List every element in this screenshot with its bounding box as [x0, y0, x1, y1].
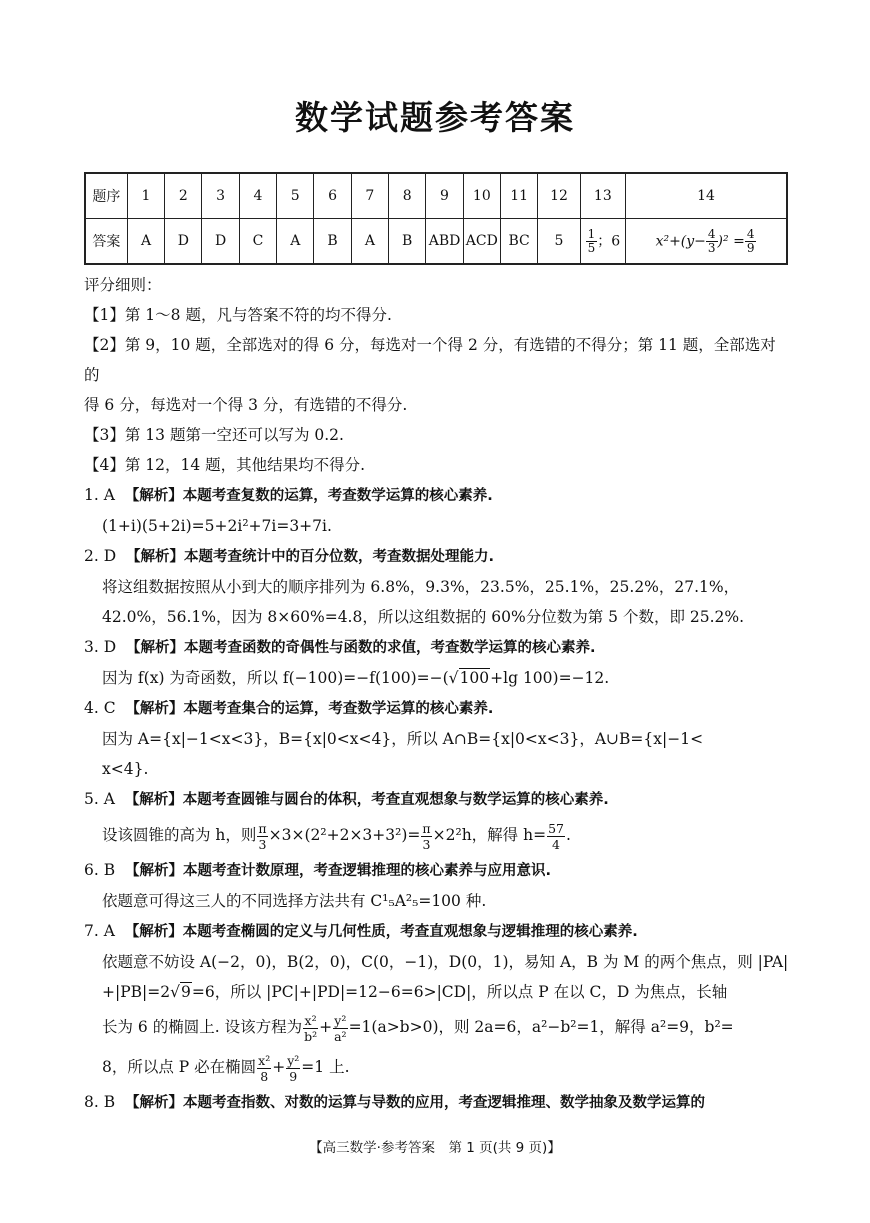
fraction-denominator: 3 — [258, 836, 267, 852]
table-cell: 5 — [277, 173, 314, 219]
table-cell: 6 — [314, 173, 351, 219]
fraction-numerator: 1 — [587, 226, 596, 241]
rule-item: 【4】第 12，14 题，其他结果均不得分. — [84, 456, 366, 474]
fraction-denominator: b² — [304, 1028, 318, 1044]
solution-line: (1+i)(5+2i)=5+2i²+7i=3+7i. — [102, 517, 332, 535]
row-label: 题序 — [85, 173, 127, 219]
fraction — [257, 821, 267, 852]
question-number: 2. D — [84, 547, 117, 565]
text-span: =6，所以 |PC|+|PD|=12−6=6>|CD|，所以点 P 在以 C，D 为焦点，长轴 — [191, 983, 728, 1001]
text-span: . — [565, 826, 571, 844]
rule-item: 【3】第 13 题第一空还可以写为 0.2. — [84, 426, 344, 444]
question-header — [84, 541, 790, 572]
question-header — [84, 693, 790, 724]
solution-line: x<4}. — [102, 760, 149, 778]
text-span: +|PB|=2 — [102, 983, 171, 1001]
rule-item: 得 6 分，每选对一个得 3 分，有选错的不得分. — [84, 396, 408, 414]
text-span: +lg 100)=−12. — [490, 669, 610, 687]
table-cell: 14 — [626, 173, 787, 219]
table-cell: 8 — [389, 173, 426, 219]
table-cell: 11 — [500, 173, 537, 219]
text-span: 因为 f(x) 为奇函数，所以 f(−100)=−f(100)=−( — [102, 669, 449, 687]
fraction-numerator: y² — [334, 1012, 347, 1028]
text-span: ×3×(2²+2×3+3²)= — [268, 826, 421, 844]
fraction-denominator: 4 — [552, 836, 560, 852]
table-cell: 4 — [239, 173, 276, 219]
table-cell: 12 — [538, 173, 580, 219]
solution-line: 42.0%，56.1%，因为 8×60%=4.8，所以这组数据的 60%分位数为第 5 个数，即 25.2%. — [102, 608, 745, 626]
text-span: 长为 6 的椭圆上. 设该方程为 — [102, 1018, 303, 1036]
solution-line: 因为 A={x|−1<x<3}，B={x|0<x<4}，所以 A∩B={x|0<x<3}，A∪B={x|−1< — [102, 730, 704, 748]
fraction-numerator: 57 — [548, 820, 564, 836]
table-cell: 3 — [202, 173, 239, 219]
table-cell-13 — [580, 219, 625, 265]
table-cell: 5 — [538, 219, 580, 265]
question-header — [84, 632, 790, 663]
table-cell-14 — [626, 219, 787, 265]
fraction-denominator: 9 — [289, 1068, 298, 1084]
fraction-denominator: 3 — [707, 240, 716, 255]
fraction-numerator: y² — [287, 1052, 300, 1068]
fraction — [586, 228, 598, 255]
table-cell: ABD — [426, 219, 463, 265]
answer-content — [84, 270, 790, 1118]
table-cell: 1 — [127, 173, 164, 219]
table-cell: 10 — [463, 173, 500, 219]
text-span: 设该圆锥的高为 h，则 — [102, 826, 257, 844]
question-number: 6. B — [84, 861, 116, 879]
fraction-denominator: 3 — [422, 836, 431, 852]
fraction — [547, 821, 565, 852]
table-cell: BC — [500, 219, 537, 265]
question-number: 4. C — [84, 699, 116, 717]
table-row — [85, 173, 787, 219]
fraction-numerator: x² — [304, 1012, 317, 1028]
sqrt-radicand: 9 — [181, 983, 191, 1001]
text-span: 8，所以点 P 必在椭圆 — [102, 1058, 257, 1076]
question-number: 7. A — [84, 922, 115, 940]
fraction — [303, 1013, 318, 1044]
fraction — [333, 1013, 347, 1044]
table-cell: 2 — [165, 173, 202, 219]
solution-line — [84, 1047, 790, 1087]
fraction-numerator: 4 — [746, 226, 755, 241]
table-cell: B — [389, 219, 426, 265]
text-span: ×2²h，解得 h= — [432, 826, 547, 844]
fraction-numerator: 4 — [707, 226, 716, 241]
question-header — [84, 1087, 790, 1118]
table-cell: A — [351, 219, 388, 265]
solution-line — [84, 815, 790, 855]
rule-item: 【2】第 9，10 题，全部选对的得 6 分，每选对一个得 2 分，有选错的不得分；第 11 题，全部选对的 — [84, 336, 776, 384]
fraction — [745, 228, 757, 255]
text-span: + — [272, 1058, 286, 1076]
question-number: 1. A — [84, 486, 115, 504]
question-analysis: 【解析】本题考查集合的运算，考查数学运算的核心素养. — [125, 701, 494, 717]
question-analysis: 【解析】本题考查复数的运算，考查数学运算的核心素养. — [124, 488, 493, 504]
fraction-denominator: 9 — [746, 240, 755, 255]
question-analysis: 【解析】本题考查圆锥与圆台的体积，考查直观想象与数学运算的核心素养. — [124, 792, 609, 808]
solution-line: +|PB|=2√9=6，所以 |PC|+|PD|=12−6=6>|CD|，所以点 P 在以 C，D 为焦点，长轴 — [102, 983, 728, 1001]
table-cell: A — [277, 219, 314, 265]
question-analysis: 【解析】本题考查椭圆的定义与几何性质，考查直观想象与逻辑推理的核心素养. — [124, 924, 638, 940]
fraction — [286, 1053, 300, 1084]
table-cell: A — [127, 219, 164, 265]
table-cell: D — [165, 219, 202, 265]
rules-heading: 评分细则： — [84, 276, 162, 294]
question-header — [84, 916, 790, 947]
text-span: =1 上. — [301, 1058, 350, 1076]
table-cell: C — [239, 219, 276, 265]
question-header — [84, 480, 790, 511]
question-analysis: 【解析】本题考查指数、对数的运算与导数的应用，考查逻辑推理、数学抽象及数学运算的 — [124, 1095, 705, 1111]
question-number: 5. A — [84, 790, 115, 808]
solution-line: 因为 f(x) 为奇函数，所以 f(−100)=−f(100)=−(√100+lg 100)=−12. — [102, 669, 610, 687]
table-cell: 13 — [580, 173, 625, 219]
solution-line — [84, 1007, 790, 1047]
answer-tail: ；6 — [597, 233, 621, 249]
question-analysis: 【解析】本题考查统计中的百分位数，考查数据处理能力. — [126, 549, 495, 565]
fraction-denominator: 5 — [587, 240, 596, 255]
table-cell: 9 — [426, 173, 463, 219]
solution-line: 依题意可得这三人的不同选择方法共有 C¹₅A²₅=100 种. — [102, 892, 487, 910]
page-title: 数学试题参考答案 — [295, 98, 575, 137]
row-label: 答案 — [85, 219, 127, 265]
answer-table — [84, 172, 788, 265]
page-footer: 【高三数学·参考答案 第 1 页(共 9 页)】 — [309, 1140, 561, 1156]
rule-item: 【1】第 1～8 题，凡与答案不符的均不得分. — [84, 306, 392, 324]
fraction — [706, 228, 718, 255]
question-analysis: 【解析】本题考查计数原理，考查逻辑推理的核心素养与应用意识. — [124, 863, 551, 879]
equation-part: x²+(y− — [655, 233, 706, 249]
fraction-numerator: x² — [258, 1052, 271, 1068]
fraction-denominator: 8 — [260, 1068, 269, 1084]
fraction — [257, 1053, 271, 1084]
question-number: 8. B — [84, 1093, 116, 1111]
solution-line: 依题意不妨设 A(−2，0)，B(2，0)，C(0，−1)，D(0，1)，易知 A，B 为 M 的两个焦点，则 |PA| — [102, 953, 789, 971]
question-number: 3. D — [84, 638, 117, 656]
equation-part: )² = — [717, 233, 745, 249]
table-cell: ACD — [463, 219, 500, 265]
text-span: + — [319, 1018, 333, 1036]
table-cell: 7 — [351, 173, 388, 219]
fraction-numerator: π — [422, 820, 431, 836]
fraction — [421, 821, 431, 852]
table-cell: B — [314, 219, 351, 265]
question-header — [84, 784, 790, 815]
question-analysis: 【解析】本题考查函数的奇偶性与函数的求值，考查数学运算的核心素养. — [126, 640, 596, 656]
question-header — [84, 855, 790, 886]
table-row — [85, 219, 787, 265]
table-cell: D — [202, 219, 239, 265]
text-span: =1(a>b>0)，则 2a=6，a²−b²=1，解得 a²=9，b²= — [348, 1018, 734, 1036]
sqrt-radicand: 100 — [459, 669, 490, 687]
fraction-denominator: a² — [334, 1028, 347, 1044]
fraction-numerator: π — [258, 820, 267, 836]
solution-line: 将这组数据按照从小到大的顺序排列为 6.8%，9.3%，23.5%，25.1%，25.2%，27.1%， — [102, 578, 740, 596]
